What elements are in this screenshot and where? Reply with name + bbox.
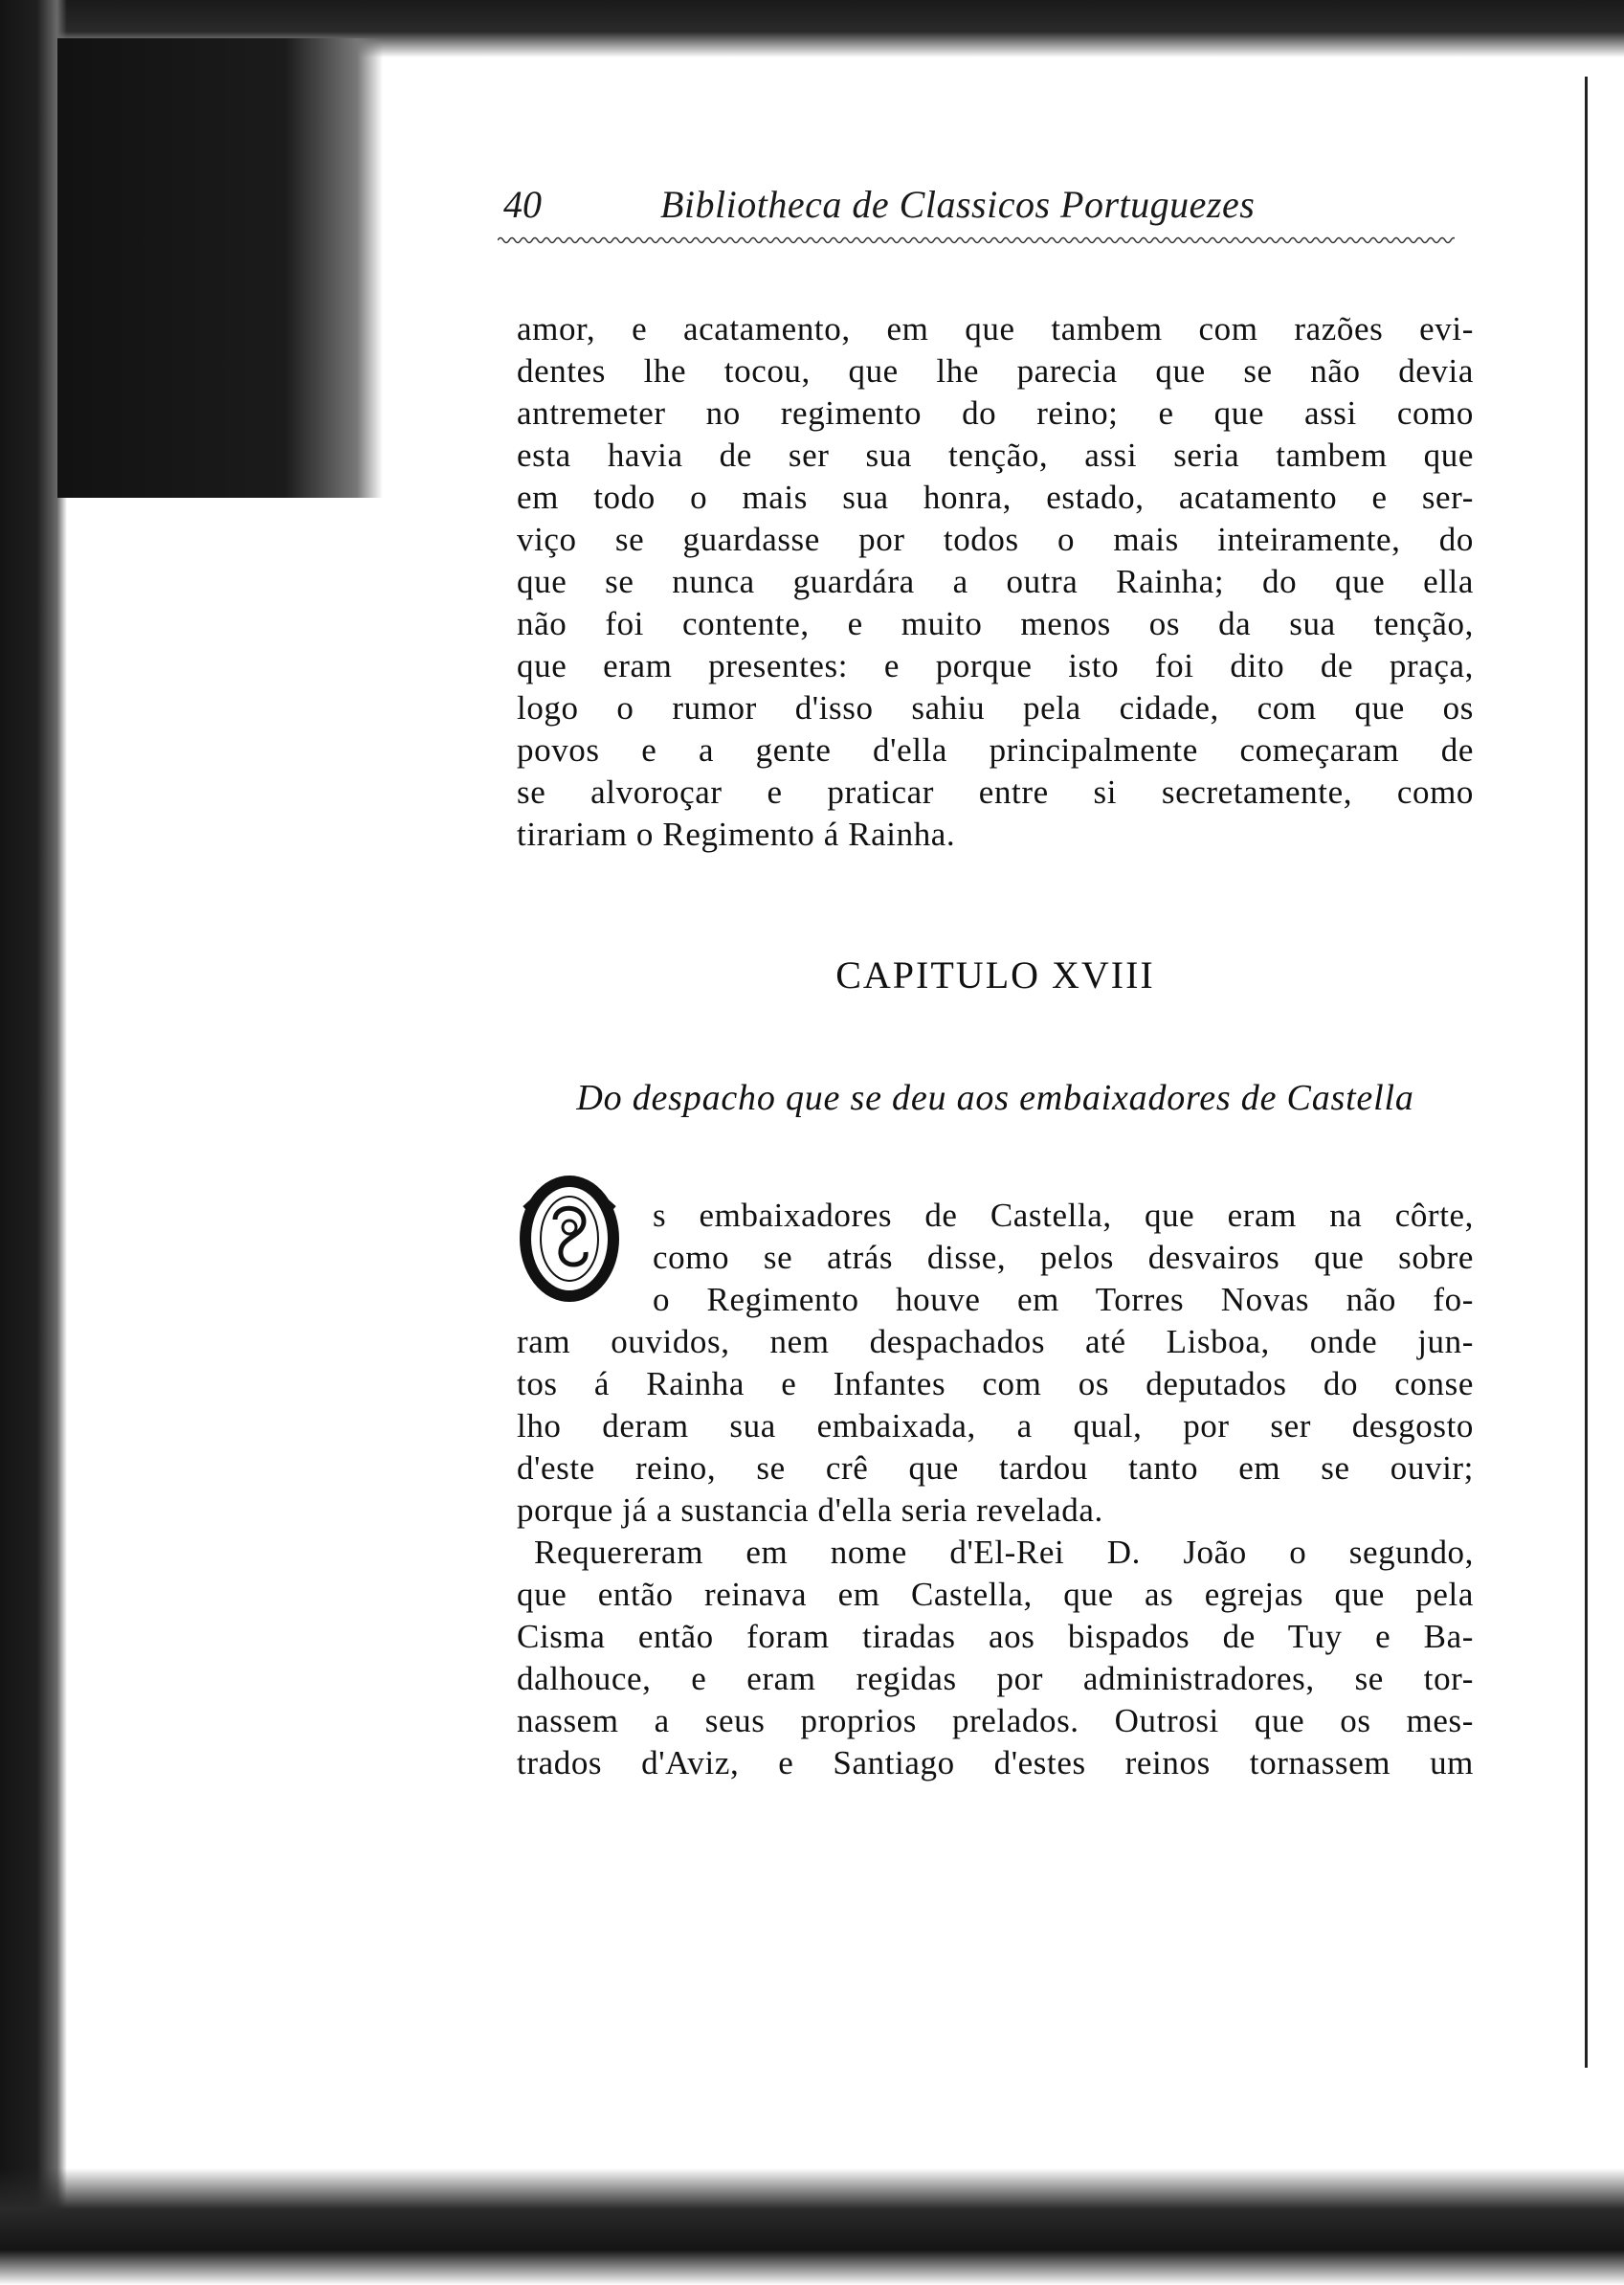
text-line: em todo o mais sua honra, estado, acatamento e ser-: [517, 479, 1474, 516]
page-edge: [1585, 77, 1588, 2068]
paragraph-1: [517, 308, 1474, 856]
text-line: tirariam o Regimento á Rainha.: [517, 816, 956, 853]
scan-shadow-bottom: [0, 2168, 1624, 2285]
text-line: povos e a gente d'ella principalmente começaram de: [517, 731, 1474, 769]
text-line: Cisma então foram tiradas aos bispados de Tuy e Ba-: [517, 1618, 1474, 1655]
text-line: lho deram sua embaixada, a qual, por ser desgosto: [517, 1407, 1474, 1445]
text-line: viço se guardasse por todos o mais inteiramente, do: [517, 521, 1474, 558]
text-line: tos á Rainha e Infantes com os deputados do conse: [517, 1365, 1474, 1402]
text-line: esta havia de ser sua tenção, assi seria tambem que: [517, 437, 1474, 474]
text-line: que então reinava em Castella, que as egrejas que pela: [517, 1576, 1474, 1613]
text-line: dalhouce, e eram regidas por administradores, se tor-: [517, 1660, 1474, 1697]
text-line: antremeter no regimento do reino; e que assi como: [517, 394, 1474, 432]
text-line: amor, e acatamento, em que tambem com razões evi-: [517, 310, 1474, 347]
page-number: 40: [503, 183, 542, 226]
text-line: dentes lhe tocou, que lhe parecia que se não devia: [517, 352, 1474, 390]
text-line: logo o rumor d'isso sahiu pela cidade, com que os: [517, 689, 1474, 727]
text-line: d'este reino, se crê que tardou tanto em se ouvir;: [517, 1449, 1474, 1487]
text-line: s embaixadores de Castella, que eram na côrte,: [653, 1197, 1474, 1234]
text-line: porque já a sustancia d'ella seria revelada.: [517, 1491, 1103, 1529]
text-line: nassem a seus proprios prelados. Outrosi que os mes-: [517, 1702, 1474, 1739]
book-title: Bibliotheca de Classicos Portuguezes: [660, 183, 1256, 226]
wavy-rule: [498, 234, 1455, 247]
paragraph-2-initial-lines: [653, 1195, 1474, 1321]
paragraph-3: [517, 1532, 1474, 1784]
text-line: não foi contente, e muito menos os da sua tenção,: [517, 605, 1474, 642]
text-line: ram ouvidos, nem despachados até Lisboa, onde jun-: [517, 1323, 1474, 1360]
chapter-subtitle: Do despacho que se deu aos embaixadores de Castella: [576, 1078, 1414, 1118]
text-line: se alvoroçar e praticar entre si secretamente, como: [517, 773, 1474, 811]
text-line: trados d'Aviz, e Santiago d'estes reinos tornassem um: [517, 1744, 1474, 1781]
text-line: o Regimento houve em Torres Novas não fo-: [653, 1281, 1474, 1318]
running-head: [498, 172, 1455, 239]
text-line: que eram presentes: e porque isto foi dito de praça,: [517, 647, 1474, 684]
text-line: que se nunca guardára a outra Rainha; do que ella: [517, 563, 1474, 600]
text-line: como se atrás disse, pelos desvairos que sobre: [653, 1239, 1474, 1276]
paragraph-2: [517, 1321, 1474, 1532]
scan-shadow-block: [57, 38, 383, 498]
text-line: Requereram em nome d'El-Rei D. João o segundo,: [534, 1534, 1474, 1571]
decorative-initial-o: [517, 1170, 622, 1304]
chapter-heading: CAPITULO XVIII: [835, 953, 1155, 997]
